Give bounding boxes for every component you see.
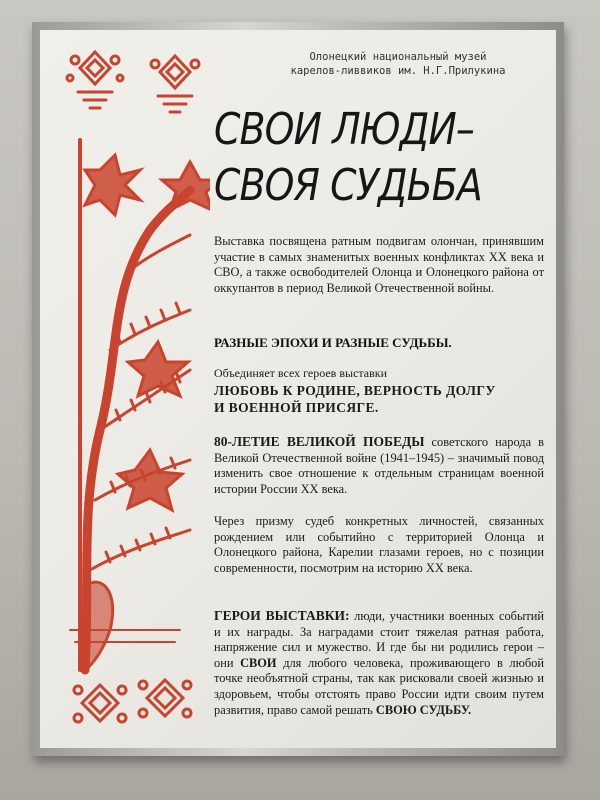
flower-1 <box>85 155 140 215</box>
unites-intro: Объединяет всех героев выставки <box>214 366 388 380</box>
heroes-heading: ГЕРОИ ВЫСТАВКИ: <box>214 608 350 623</box>
museum-line-2: карелов-ливвиков им. Н.Г.Прилукина <box>290 65 506 77</box>
heroes-svoi: СВОИ <box>240 655 277 670</box>
poster-title <box>214 102 482 214</box>
heroes-end: СВОЮ СУДЬБУ. <box>375 702 472 717</box>
epochs-heading: РАЗНЫЕ ЭПОХИ И РАЗНЫЕ СУДЬБЫ. <box>214 335 452 350</box>
museum-line-1: Олонецкий национальный музей <box>309 51 487 63</box>
bottom-motif-right <box>139 680 191 717</box>
victory-text: советского народа в Великой Отечественной войне (1941–1945) – значимый повод изменить свое отношение к отдельным страницам военной истории России XX века. <box>214 435 544 496</box>
bottom-motif-left <box>74 685 126 722</box>
flower-3 <box>128 342 188 396</box>
embroidery-ornament <box>40 30 210 748</box>
top-motif-right <box>151 56 199 112</box>
heroes-paragraph <box>214 608 544 718</box>
prism-paragraph: Через призму судеб конкретных личностей, связанных рождением или событийно с территорией Олонца и Олонецкого района, Карелии глазами героев, но с позиции современности, посмотрим на историю XX века. <box>214 514 544 575</box>
exhibition-poster <box>40 30 556 748</box>
intro-paragraph: Выставка посвящена ратным подвигам олончан, принявшим участие в самых знаменитых военных конфликтах XX века и СВО, а также освободителей Олонца и Олонецкого района от оккупантов в период Великой Отечественной войны. <box>214 234 544 295</box>
title-line-2: СВОЯ СУДЬБА <box>214 160 482 211</box>
unites-line-1: ЛЮБОВЬ К РОДИНЕ, ВЕРНОСТЬ ДОЛГУ <box>214 383 496 398</box>
unites-line-2: И ВОЕННОЙ ПРИСЯГЕ. <box>214 400 379 415</box>
unites-statement <box>214 382 544 416</box>
victory-paragraph <box>214 434 544 497</box>
museum-name <box>248 50 548 78</box>
heroes-text-2: для любого человека, проживающего в любой точке необъятной страны, так как рисковали своей жизнью и здоровьем, чтобы отстоять право России идти своим путем развития, право самой решать <box>214 655 544 717</box>
heroes-text-1: люди, участники военных событий и их награды. За наградами стоит тяжелая ратная работа, напряжение сил и мужество. И где бы ни родились герои – они <box>214 609 544 670</box>
title-line-1: СВОИ ЛЮДИ– <box>214 104 475 155</box>
top-motif-left <box>67 52 123 108</box>
victory-heading: 80-ЛЕТИЕ ВЕЛИКОЙ ПОБЕДЫ <box>214 434 425 449</box>
